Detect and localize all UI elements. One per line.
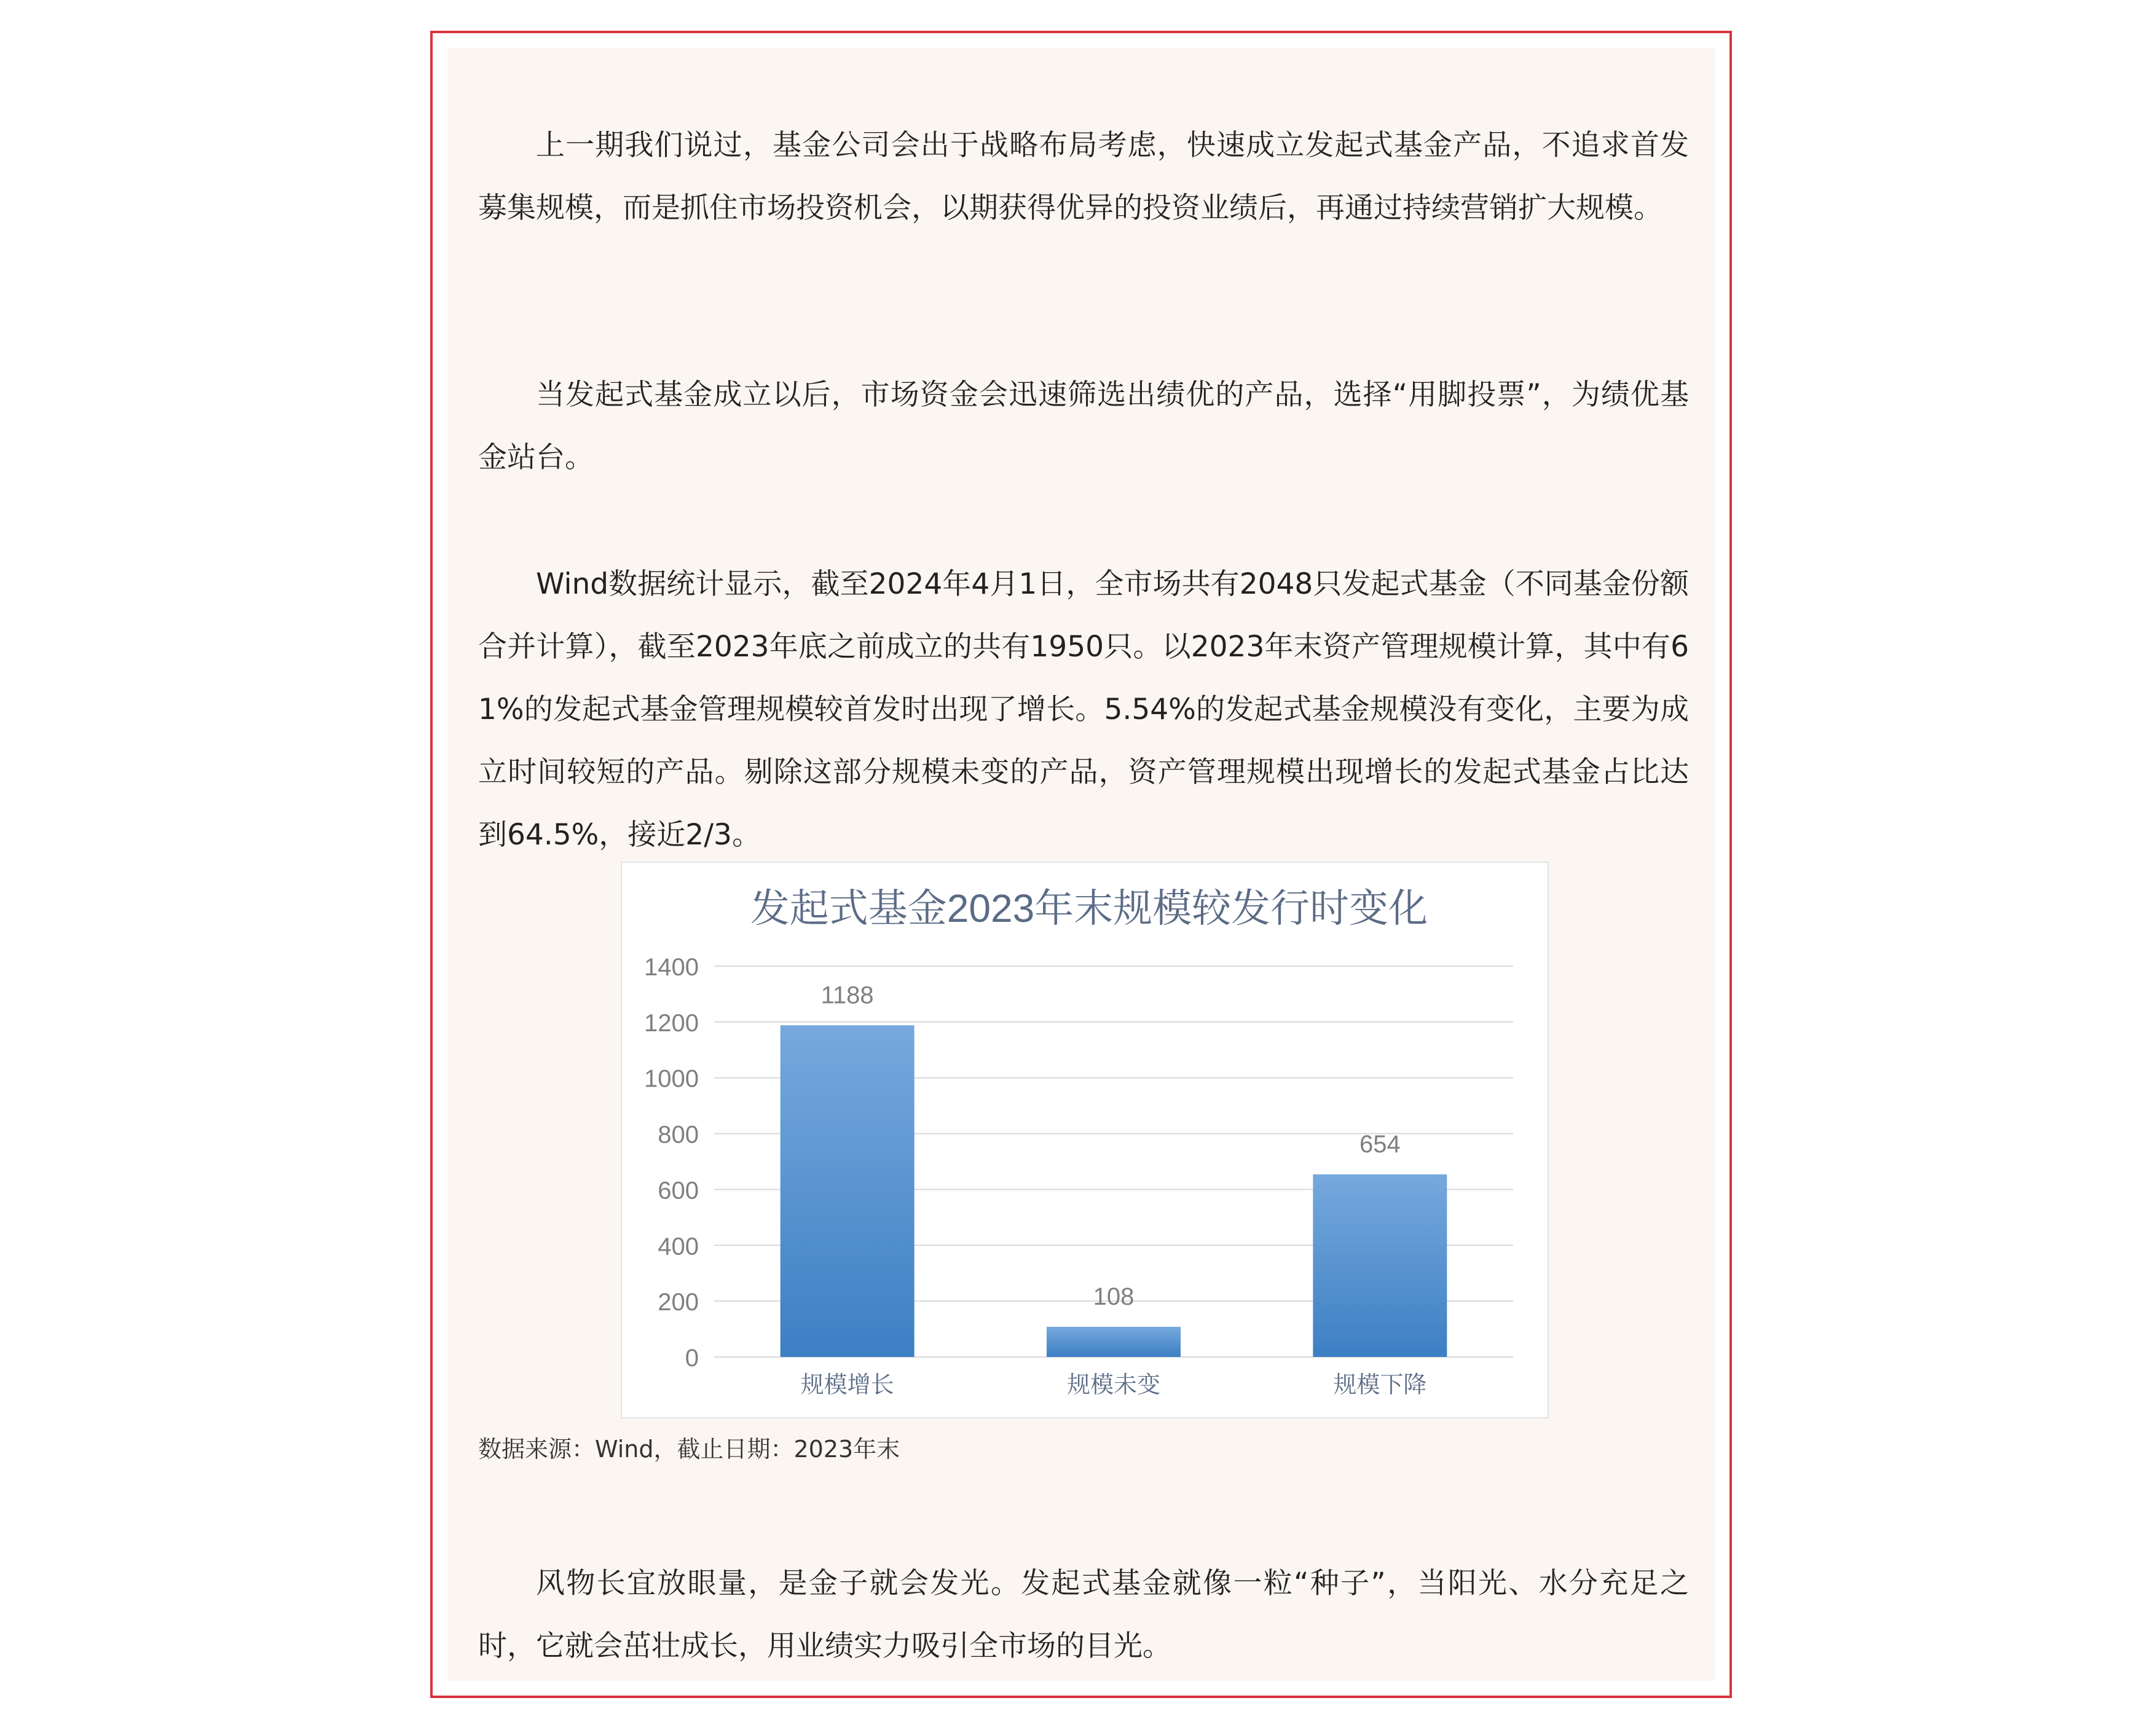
x-category-label: 规模下降 [1333, 1372, 1427, 1398]
y-tick-label: 400 [658, 1233, 699, 1260]
paragraph-1: 上一期我们说过，基金公司会出于战略布局考虑，快速成立发起式基金产品，不追求首发募集规模，而是抓住市场投资机会，以期获得优异的投资业绩后，再通过持续营销扩大规模。 [478, 128, 1689, 225]
y-tick-label: 600 [658, 1177, 699, 1205]
x-category-label: 规模增长 [800, 1372, 894, 1398]
chart-title: 发起式基金2023年末规模较发行时变化 [750, 886, 1428, 930]
paragraph-4: 风物长宜放眼量，是金子就会发光。发起式基金就像一粒“种子”，当阳光、水分充足之时，它就会茁壮成长，用业绩实力吸引全市场的目光。 [478, 1567, 1689, 1663]
data-label: 108 [1093, 1283, 1135, 1310]
bar-2 [1047, 1327, 1181, 1357]
y-tick-label: 1000 [644, 1065, 699, 1093]
y-tick-label: 0 [685, 1345, 699, 1372]
y-tick-label: 1200 [644, 1009, 699, 1037]
article-frame [430, 31, 1732, 1698]
bar-3 [1313, 1174, 1447, 1357]
y-tick-label: 800 [658, 1121, 699, 1149]
chart-card [621, 862, 1549, 1418]
bar-1 [781, 1025, 915, 1357]
data-label: 654 [1359, 1130, 1401, 1158]
paragraph-3: Wind数据统计显示，截至2024年4月1日，全市场共有2048只发起式基金（不同基金份额合并计算），截至2023年底之前成立的共有1950只。以2023年末资产管理规模计算，其中有61%的发起式基金管理规模较首发时出现了增长。5.54%的发起式基金规模没有变化，主要为成立时间较短的产品。剔除这部分规模未变的产品，资产管理规模出现增长的发起式基金占比达到64.5%，接近2/3。 [478, 567, 1689, 852]
y-tick-label: 1400 [644, 954, 699, 981]
paragraph-2: 当发起式基金成立以后，市场资金会迅速筛选出绩优的产品，选择“用脚投票”，为绩优基金站台。 [478, 378, 1689, 474]
y-tick-label: 200 [658, 1289, 699, 1316]
article-panel [447, 48, 1715, 1681]
data-source-note: 数据来源：Wind，截止日期：2023年末 [478, 1436, 900, 1463]
x-category-label: 规模未变 [1066, 1372, 1161, 1398]
data-label: 1188 [820, 981, 874, 1009]
bar-chart [622, 863, 1548, 1417]
